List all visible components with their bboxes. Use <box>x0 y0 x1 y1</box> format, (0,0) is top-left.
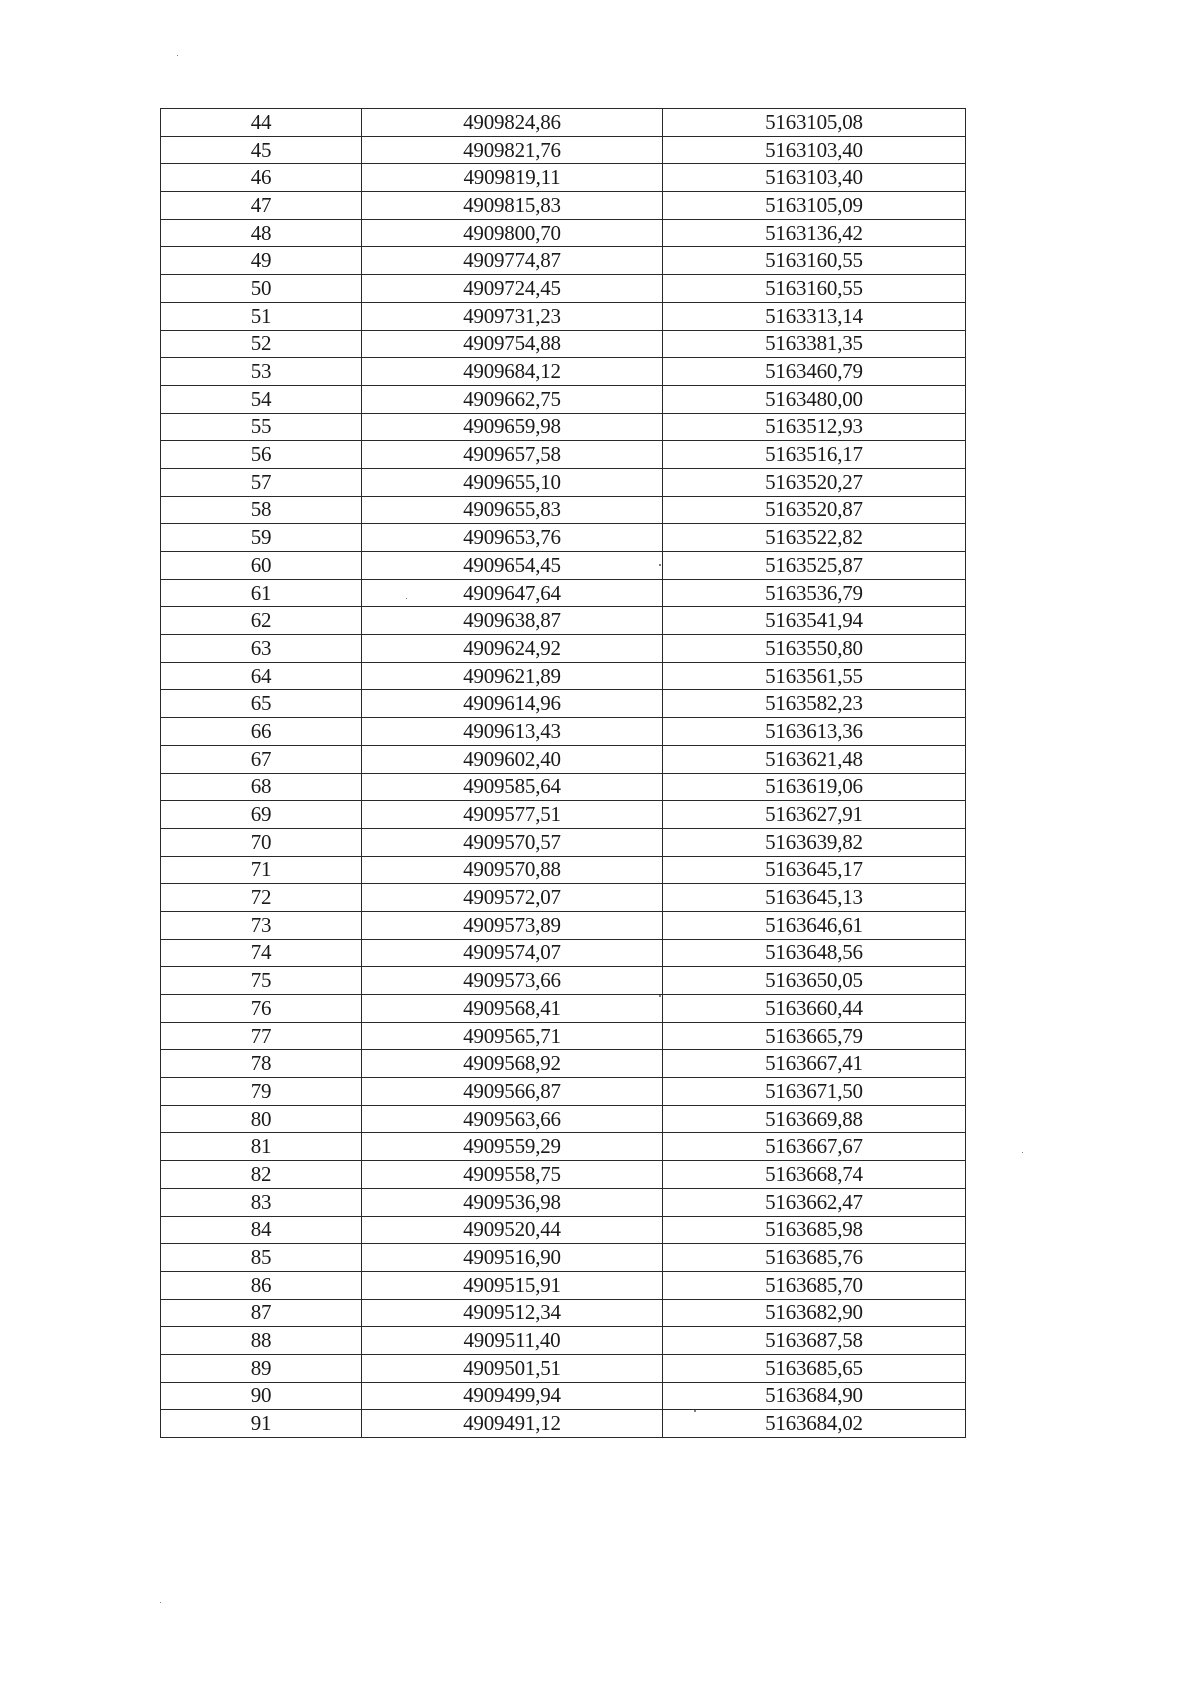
point-number-cell: 69 <box>161 801 362 829</box>
table-row <box>161 856 966 884</box>
x-coordinate-cell: 4909491,12 <box>362 1410 663 1438</box>
x-coordinate-cell: 4909585,64 <box>362 773 663 801</box>
x-coordinate-cell: 4909731,23 <box>362 302 663 330</box>
y-coordinate-cell: 5163160,55 <box>663 275 966 303</box>
point-number-cell: 54 <box>161 385 362 413</box>
point-number-cell: 58 <box>161 496 362 524</box>
table-row <box>161 745 966 773</box>
table-row <box>161 967 966 995</box>
point-number-cell: 65 <box>161 690 362 718</box>
point-number-cell: 67 <box>161 745 362 773</box>
x-coordinate-cell: 4909563,66 <box>362 1105 663 1133</box>
x-coordinate-cell: 4909657,58 <box>362 441 663 469</box>
x-coordinate-cell: 4909638,87 <box>362 607 663 635</box>
x-coordinate-cell: 4909821,76 <box>362 136 663 164</box>
y-coordinate-cell: 5163103,40 <box>663 164 966 192</box>
x-coordinate-cell: 4909824,86 <box>362 109 663 137</box>
y-coordinate-cell: 5163685,76 <box>663 1244 966 1272</box>
x-coordinate-cell: 4909621,89 <box>362 662 663 690</box>
point-number-cell: 86 <box>161 1271 362 1299</box>
table-row <box>161 635 966 663</box>
y-coordinate-cell: 5163669,88 <box>663 1105 966 1133</box>
x-coordinate-cell: 4909570,88 <box>362 856 663 884</box>
table-row <box>161 773 966 801</box>
x-coordinate-cell: 4909568,41 <box>362 995 663 1023</box>
point-number-cell: 63 <box>161 635 362 663</box>
y-coordinate-cell: 5163522,82 <box>663 524 966 552</box>
x-coordinate-cell: 4909520,44 <box>362 1216 663 1244</box>
point-number-cell: 51 <box>161 302 362 330</box>
x-coordinate-cell: 4909774,87 <box>362 247 663 275</box>
table-row <box>161 1050 966 1078</box>
table-row <box>161 1022 966 1050</box>
table-row <box>161 136 966 164</box>
x-coordinate-cell: 4909558,75 <box>362 1161 663 1189</box>
y-coordinate-cell: 5163684,90 <box>663 1382 966 1410</box>
y-coordinate-cell: 5163685,98 <box>663 1216 966 1244</box>
table-row <box>161 690 966 718</box>
table-row <box>161 330 966 358</box>
y-coordinate-cell: 5163536,79 <box>663 579 966 607</box>
point-number-cell: 72 <box>161 884 362 912</box>
point-number-cell: 68 <box>161 773 362 801</box>
y-coordinate-cell: 5163645,17 <box>663 856 966 884</box>
table-row <box>161 579 966 607</box>
y-coordinate-cell: 5163685,65 <box>663 1354 966 1382</box>
point-number-cell: 44 <box>161 109 362 137</box>
x-coordinate-cell: 4909654,45 <box>362 552 663 580</box>
x-coordinate-cell: 4909724,45 <box>362 275 663 303</box>
table-row <box>161 1244 966 1272</box>
table-row <box>161 552 966 580</box>
x-coordinate-cell: 4909613,43 <box>362 718 663 746</box>
y-coordinate-cell: 5163646,61 <box>663 911 966 939</box>
x-coordinate-cell: 4909536,98 <box>362 1188 663 1216</box>
point-number-cell: 59 <box>161 524 362 552</box>
y-coordinate-cell: 5163512,93 <box>663 413 966 441</box>
x-coordinate-cell: 4909577,51 <box>362 801 663 829</box>
table-row <box>161 1105 966 1133</box>
table-row <box>161 1078 966 1106</box>
x-coordinate-cell: 4909568,92 <box>362 1050 663 1078</box>
point-number-cell: 50 <box>161 275 362 303</box>
point-number-cell: 88 <box>161 1327 362 1355</box>
point-number-cell: 60 <box>161 552 362 580</box>
point-number-cell: 90 <box>161 1382 362 1410</box>
table-row <box>161 801 966 829</box>
y-coordinate-cell: 5163660,44 <box>663 995 966 1023</box>
x-coordinate-cell: 4909499,94 <box>362 1382 663 1410</box>
x-coordinate-cell: 4909659,98 <box>362 413 663 441</box>
point-number-cell: 87 <box>161 1299 362 1327</box>
y-coordinate-cell: 5163541,94 <box>663 607 966 635</box>
table-row <box>161 358 966 386</box>
table-row <box>161 164 966 192</box>
y-coordinate-cell: 5163645,13 <box>663 884 966 912</box>
table-row <box>161 1354 966 1382</box>
x-coordinate-cell: 4909655,83 <box>362 496 663 524</box>
scan-speck <box>1022 1152 1023 1153</box>
point-number-cell: 76 <box>161 995 362 1023</box>
point-number-cell: 81 <box>161 1133 362 1161</box>
y-coordinate-cell: 5163460,79 <box>663 358 966 386</box>
y-coordinate-cell: 5163662,47 <box>663 1188 966 1216</box>
y-coordinate-cell: 5163627,91 <box>663 801 966 829</box>
table-row <box>161 109 966 137</box>
scan-speck <box>659 995 661 997</box>
table-row <box>161 1327 966 1355</box>
point-number-cell: 79 <box>161 1078 362 1106</box>
scan-speck <box>694 1410 696 1412</box>
table-row <box>161 884 966 912</box>
point-number-cell: 75 <box>161 967 362 995</box>
table-row <box>161 219 966 247</box>
point-number-cell: 52 <box>161 330 362 358</box>
point-number-cell: 78 <box>161 1050 362 1078</box>
x-coordinate-cell: 4909614,96 <box>362 690 663 718</box>
point-number-cell: 45 <box>161 136 362 164</box>
y-coordinate-cell: 5163313,14 <box>663 302 966 330</box>
x-coordinate-cell: 4909647,64 <box>362 579 663 607</box>
point-number-cell: 91 <box>161 1410 362 1438</box>
point-number-cell: 53 <box>161 358 362 386</box>
point-number-cell: 56 <box>161 441 362 469</box>
table-row <box>161 468 966 496</box>
table-row <box>161 496 966 524</box>
table-row <box>161 939 966 967</box>
scan-speck <box>406 598 407 599</box>
x-coordinate-cell: 4909566,87 <box>362 1078 663 1106</box>
table-row <box>161 275 966 303</box>
table-row <box>161 1188 966 1216</box>
y-coordinate-cell: 5163667,67 <box>663 1133 966 1161</box>
table-row <box>161 1410 966 1438</box>
y-coordinate-cell: 5163381,35 <box>663 330 966 358</box>
y-coordinate-cell: 5163613,36 <box>663 718 966 746</box>
x-coordinate-cell: 4909501,51 <box>362 1354 663 1382</box>
x-coordinate-cell: 4909655,10 <box>362 468 663 496</box>
y-coordinate-cell: 5163516,17 <box>663 441 966 469</box>
point-number-cell: 73 <box>161 911 362 939</box>
point-number-cell: 82 <box>161 1161 362 1189</box>
table-row <box>161 385 966 413</box>
y-coordinate-cell: 5163619,06 <box>663 773 966 801</box>
point-number-cell: 48 <box>161 219 362 247</box>
point-number-cell: 66 <box>161 718 362 746</box>
y-coordinate-cell: 5163160,55 <box>663 247 966 275</box>
point-number-cell: 84 <box>161 1216 362 1244</box>
x-coordinate-cell: 4909516,90 <box>362 1244 663 1272</box>
table-row <box>161 1382 966 1410</box>
x-coordinate-cell: 4909662,75 <box>362 385 663 413</box>
table-row <box>161 607 966 635</box>
table-row <box>161 718 966 746</box>
point-number-cell: 55 <box>161 413 362 441</box>
y-coordinate-cell: 5163103,40 <box>663 136 966 164</box>
x-coordinate-cell: 4909572,07 <box>362 884 663 912</box>
table-row <box>161 247 966 275</box>
point-number-cell: 80 <box>161 1105 362 1133</box>
y-coordinate-cell: 5163667,41 <box>663 1050 966 1078</box>
table-row <box>161 1161 966 1189</box>
point-number-cell: 71 <box>161 856 362 884</box>
y-coordinate-cell: 5163520,27 <box>663 468 966 496</box>
point-number-cell: 85 <box>161 1244 362 1272</box>
table-row <box>161 302 966 330</box>
x-coordinate-cell: 4909602,40 <box>362 745 663 773</box>
point-number-cell: 46 <box>161 164 362 192</box>
scan-speck <box>177 55 178 56</box>
table-row <box>161 911 966 939</box>
point-number-cell: 64 <box>161 662 362 690</box>
point-number-cell: 70 <box>161 828 362 856</box>
y-coordinate-cell: 5163105,09 <box>663 192 966 220</box>
table-row <box>161 192 966 220</box>
scan-speck <box>659 564 661 566</box>
table-row <box>161 524 966 552</box>
point-number-cell: 49 <box>161 247 362 275</box>
table-row <box>161 1133 966 1161</box>
x-coordinate-cell: 4909570,57 <box>362 828 663 856</box>
x-coordinate-cell: 4909559,29 <box>362 1133 663 1161</box>
table-row <box>161 995 966 1023</box>
y-coordinate-cell: 5163668,74 <box>663 1161 966 1189</box>
x-coordinate-cell: 4909565,71 <box>362 1022 663 1050</box>
y-coordinate-cell: 5163682,90 <box>663 1299 966 1327</box>
y-coordinate-cell: 5163671,50 <box>663 1078 966 1106</box>
point-number-cell: 89 <box>161 1354 362 1382</box>
x-coordinate-cell: 4909511,40 <box>362 1327 663 1355</box>
y-coordinate-cell: 5163105,08 <box>663 109 966 137</box>
point-number-cell: 61 <box>161 579 362 607</box>
y-coordinate-cell: 5163550,80 <box>663 635 966 663</box>
x-coordinate-cell: 4909574,07 <box>362 939 663 967</box>
x-coordinate-cell: 4909573,66 <box>362 967 663 995</box>
x-coordinate-cell: 4909800,70 <box>362 219 663 247</box>
y-coordinate-cell: 5163561,55 <box>663 662 966 690</box>
scan-speck <box>160 1602 161 1603</box>
table-row <box>161 1271 966 1299</box>
table-row <box>161 828 966 856</box>
point-number-cell: 62 <box>161 607 362 635</box>
y-coordinate-cell: 5163520,87 <box>663 496 966 524</box>
table-row <box>161 1299 966 1327</box>
x-coordinate-cell: 4909754,88 <box>362 330 663 358</box>
table-row <box>161 413 966 441</box>
y-coordinate-cell: 5163665,79 <box>663 1022 966 1050</box>
point-number-cell: 74 <box>161 939 362 967</box>
table-row <box>161 662 966 690</box>
y-coordinate-cell: 5163582,23 <box>663 690 966 718</box>
x-coordinate-cell: 4909512,34 <box>362 1299 663 1327</box>
point-number-cell: 77 <box>161 1022 362 1050</box>
point-number-cell: 57 <box>161 468 362 496</box>
x-coordinate-cell: 4909624,92 <box>362 635 663 663</box>
x-coordinate-cell: 4909653,76 <box>362 524 663 552</box>
x-coordinate-cell: 4909515,91 <box>362 1271 663 1299</box>
y-coordinate-cell: 5163684,02 <box>663 1410 966 1438</box>
point-number-cell: 47 <box>161 192 362 220</box>
coordinates-table <box>160 108 966 1438</box>
y-coordinate-cell: 5163685,70 <box>663 1271 966 1299</box>
x-coordinate-cell: 4909573,89 <box>362 911 663 939</box>
table-row <box>161 441 966 469</box>
table-row <box>161 1216 966 1244</box>
y-coordinate-cell: 5163650,05 <box>663 967 966 995</box>
x-coordinate-cell: 4909684,12 <box>362 358 663 386</box>
y-coordinate-cell: 5163621,48 <box>663 745 966 773</box>
y-coordinate-cell: 5163136,42 <box>663 219 966 247</box>
point-number-cell: 83 <box>161 1188 362 1216</box>
y-coordinate-cell: 5163648,56 <box>663 939 966 967</box>
x-coordinate-cell: 4909819,11 <box>362 164 663 192</box>
y-coordinate-cell: 5163639,82 <box>663 828 966 856</box>
x-coordinate-cell: 4909815,83 <box>362 192 663 220</box>
y-coordinate-cell: 5163480,00 <box>663 385 966 413</box>
y-coordinate-cell: 5163525,87 <box>663 552 966 580</box>
coordinates-table-body <box>161 109 966 1438</box>
y-coordinate-cell: 5163687,58 <box>663 1327 966 1355</box>
